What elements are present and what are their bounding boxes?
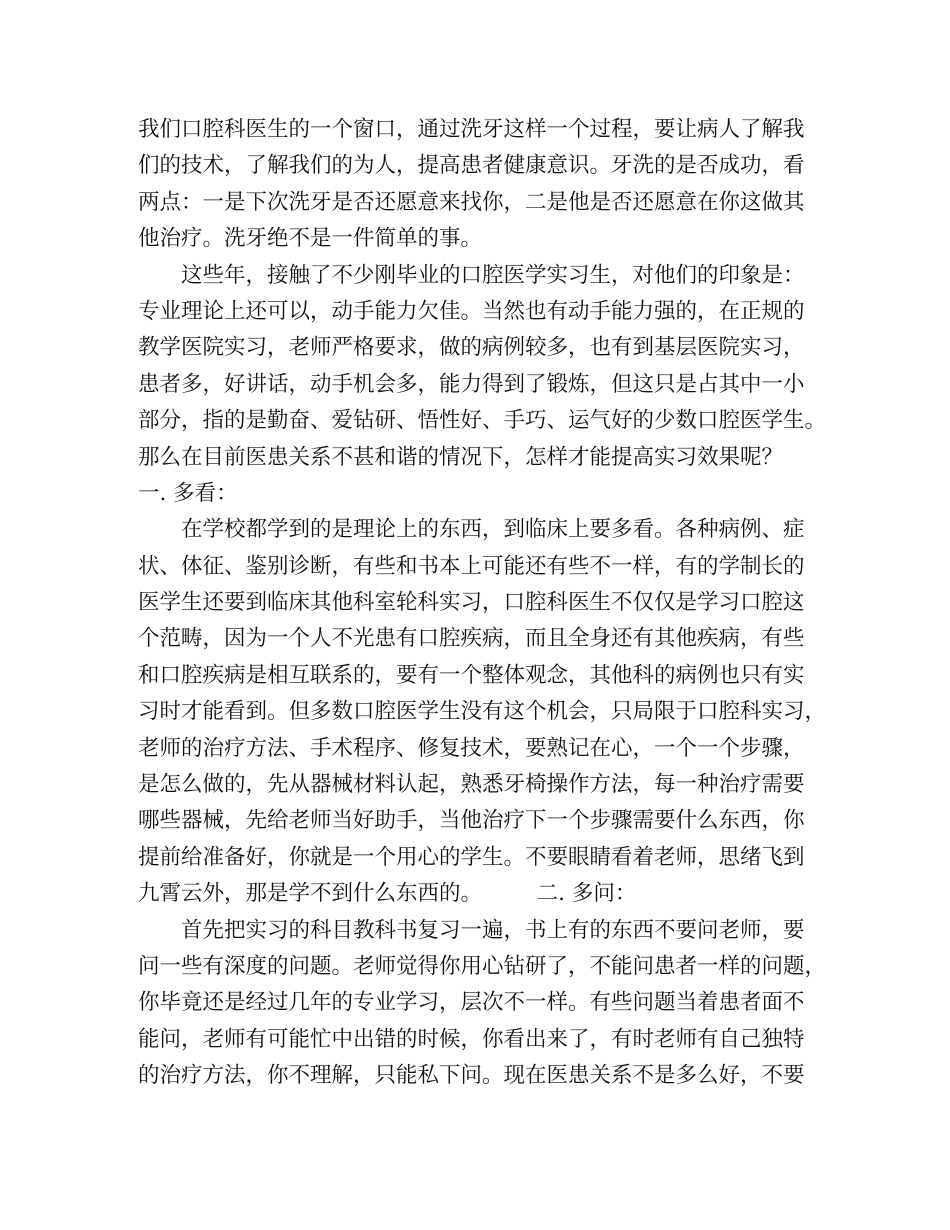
text-line: 专业理论上还可以，动手能力欠佳。当然也有动手能力强的，在正规的	[138, 298, 805, 324]
text-line: 他治疗。洗牙绝不是一件简单的事。	[138, 226, 483, 252]
text-line: 首先把实习的科目教科书复习一遍，书上有的东西不要问老师，要	[181, 917, 805, 943]
text-line: 患者多，好讲话，动手机会多，能力得到了锻炼，但这只是占其中一小	[138, 371, 805, 397]
text-line: 的治疗方法，你不理解，只能私下问。现在医患关系不是多么好，不要	[138, 1063, 805, 1089]
text-line: 部分，指的是勤奋、爱钻研、悟性好、手巧、运气好的少数口腔医学生。	[138, 408, 827, 434]
text-line: 习时才能看到。但多数口腔医学生没有这个机会，只局限于口腔科实习，	[138, 699, 827, 725]
text-line: 哪些器械，先给老师当好助手，当他治疗下一个步骤需要什么东西，你	[138, 808, 805, 834]
text-line: 在学校都学到的是理论上的东西，到临床上要多看。各种病例、症	[181, 517, 805, 543]
body-text	[138, 112, 838, 1095]
text-line: 我们口腔科医生的一个窗口，通过洗牙这样一个过程，要让病人了解我	[138, 117, 805, 142]
text-line: 个范畴，因为一个人不光患有口腔疾病，而且全身还有其他疾病，有些	[138, 626, 805, 652]
text-line: 问一些有深度的问题。老师觉得你用心钻研了，不能问患者一样的问题，	[138, 953, 827, 979]
text-line: 们的技术，了解我们的为人，提高患者健康意识。牙洗的是否成功，看	[138, 153, 805, 179]
text-line: 那么在目前医患关系不甚和谐的情况下，怎样才能提高实习效果呢？	[138, 444, 784, 470]
text-line: 状、体征、鉴别诊断，有些和书本上可能还有些不一样，有的学制长的	[138, 553, 805, 579]
text-line: 能问，老师有可能忙中出错的时候，你看出来了，有时老师有自己独特	[138, 1026, 805, 1052]
text-line: 这些年，接触了不少刚毕业的口腔医学实习生，对他们的印象是：	[181, 262, 805, 288]
text-line: 和口腔疾病是相互联系的，要有一个整体观念，其他科的病例也只有实	[138, 662, 805, 688]
section-heading: 一. 多看：	[138, 480, 238, 506]
text-line: 医学生还要到临床其他科室轮科实习，口腔科医生不仅仅是学习口腔这	[138, 590, 805, 616]
text-line: 九霄云外，那是学不到什么东西的。 二. 多问：	[138, 881, 637, 907]
text-line: 两点：一是下次洗牙是否还愿意来找你，二是他是否还愿意在你这做其	[138, 189, 805, 215]
text-line: 提前给准备好，你就是一个用心的学生。不要眼睛看着老师，思绪飞到	[138, 844, 805, 870]
text-line: 教学医院实习，老师严格要求，做的病例较多，也有到基层医院实习，	[138, 335, 805, 361]
text-line: 是怎么做的，先从器械材料认起，熟悉牙椅操作方法，每一种治疗需要	[138, 772, 805, 798]
text-line: 你毕竟还是经过几年的专业学习，层次不一样。有些问题当着患者面不	[138, 990, 805, 1016]
text-line: 老师的治疗方法、手术程序、修复技术，要熟记在心，一个一个步骤，	[138, 735, 805, 761]
